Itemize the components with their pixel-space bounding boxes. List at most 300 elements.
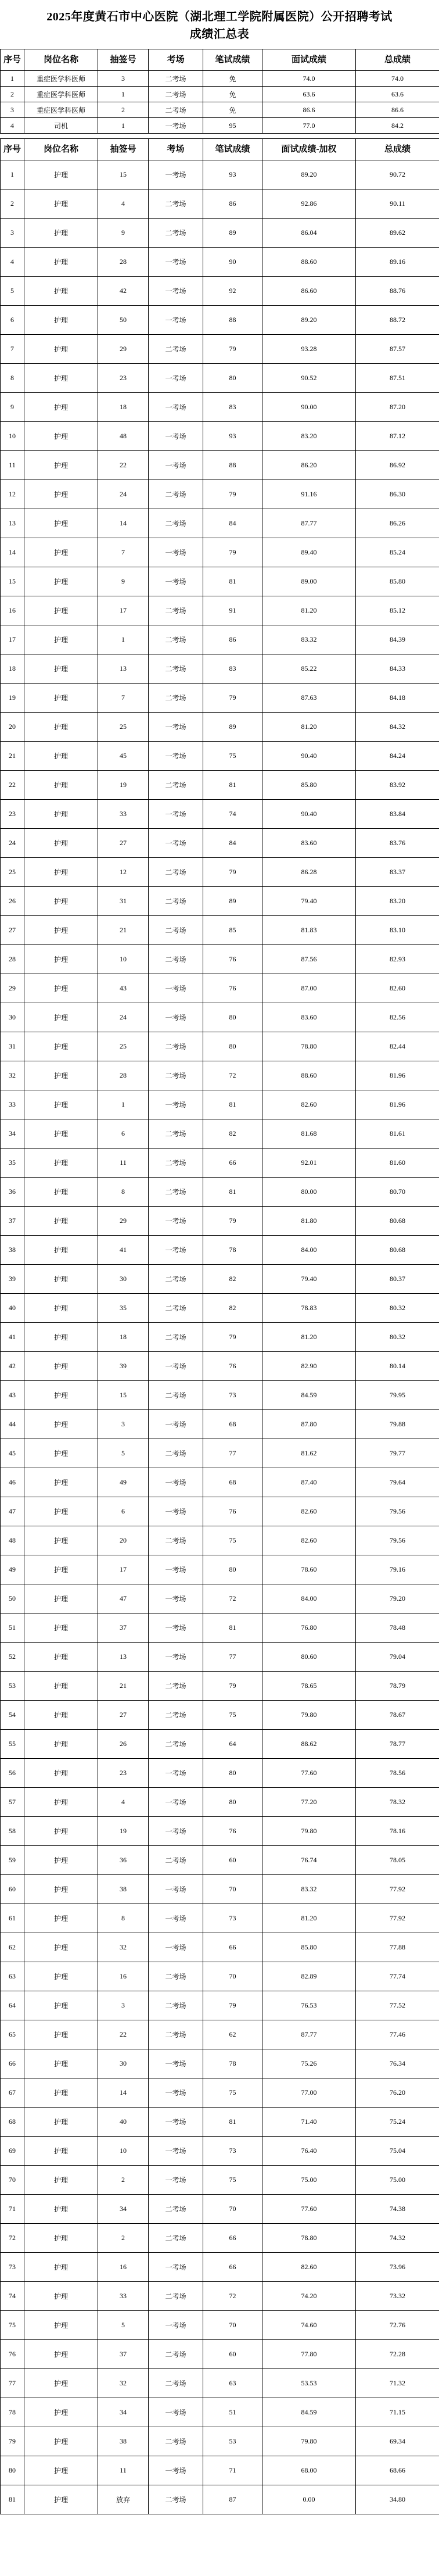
table-cell: 50 (98, 306, 149, 335)
table-cell: 81.20 (262, 1323, 356, 1352)
table-cell: 86.26 (356, 509, 439, 538)
table-cell: 81.62 (262, 1439, 356, 1468)
table-cell: 83.60 (262, 1003, 356, 1032)
table-cell: 52 (1, 1643, 24, 1672)
table-cell: 22 (98, 2020, 149, 2049)
table-cell: 一考场 (149, 160, 203, 189)
table-cell: 75 (203, 2166, 262, 2195)
table-cell: 66 (203, 2224, 262, 2253)
table-row (1, 1933, 439, 1962)
table-cell: 82.56 (356, 1003, 439, 1032)
column-header: 笔试成绩 (203, 139, 262, 160)
table-cell: 二考场 (149, 2485, 203, 2514)
table-row (1, 277, 439, 306)
table-cell: 护理 (24, 2049, 98, 2078)
table-cell: 二考场 (149, 945, 203, 974)
table-cell: 83.32 (262, 1875, 356, 1904)
table-cell: 7 (1, 335, 24, 364)
table-cell: 68 (203, 1410, 262, 1439)
table-cell: 86.20 (262, 451, 356, 480)
table-row (1, 1236, 439, 1265)
table-cell: 4 (98, 1788, 149, 1817)
table-cell: 17 (98, 596, 149, 625)
table-cell: 67 (1, 2078, 24, 2108)
table-cell: 8 (98, 1904, 149, 1933)
table-cell: 1 (1, 160, 24, 189)
table-cell: 79.80 (262, 2427, 356, 2456)
table-cell: 一考场 (149, 2311, 203, 2340)
table-cell: 82.60 (262, 1090, 356, 1119)
table-cell: 47 (98, 1584, 149, 1613)
title-line-1: 2025年度黄石市中心医院（湖北理工学院附属医院）公开招聘考试 (46, 10, 393, 23)
table-cell: 43 (1, 1381, 24, 1410)
table-cell: 68.66 (356, 2456, 439, 2485)
table-cell: 71.32 (356, 2369, 439, 2398)
table-row (1, 2078, 439, 2108)
table-cell: 79 (203, 335, 262, 364)
table-cell: 75 (203, 2078, 262, 2108)
table-row (1, 1555, 439, 1584)
table-cell: 19 (98, 1817, 149, 1846)
table-cell: 护理 (24, 1468, 98, 1497)
table-cell: 79.95 (356, 1381, 439, 1410)
table-cell: 二考场 (149, 509, 203, 538)
table-cell: 78.05 (356, 1846, 439, 1875)
table-cell: 81.61 (356, 1119, 439, 1149)
table-row (1, 2398, 439, 2427)
table-row (1, 1991, 439, 2020)
table-cell: 28 (98, 248, 149, 277)
table-cell: 6 (98, 1497, 149, 1526)
table-cell: 34.80 (356, 2485, 439, 2514)
table-cell: 一考场 (149, 393, 203, 422)
table-cell: 45 (1, 1439, 24, 1468)
table-cell: 78.77 (356, 1730, 439, 1759)
table-cell: 放弃 (98, 2485, 149, 2514)
table-cell: 73 (203, 1904, 262, 1933)
table-cell: 护理 (24, 1730, 98, 1759)
table-cell: 护理 (24, 887, 98, 916)
table-cell: 83.76 (356, 829, 439, 858)
table-cell: 重症医学科医师 (24, 102, 98, 118)
table-cell: 护理 (24, 248, 98, 277)
table-cell: 53 (203, 2427, 262, 2456)
column-header: 考场 (149, 139, 203, 160)
table-row (1, 1730, 439, 1759)
table-cell: 70 (203, 2195, 262, 2224)
table-cell: 11 (98, 1149, 149, 1178)
table-cell: 66 (203, 1149, 262, 1178)
table-cell: 护理 (24, 1613, 98, 1643)
table-cell: 11 (98, 2456, 149, 2485)
table-row (1, 451, 439, 480)
table-header-row (1, 139, 439, 160)
table-cell: 11 (1, 451, 24, 480)
table-cell: 72.28 (356, 2340, 439, 2369)
table-cell: 78.16 (356, 1817, 439, 1846)
table-row (1, 219, 439, 248)
table-cell: 49 (1, 1555, 24, 1584)
table-cell: 2 (98, 102, 149, 118)
table-cell: 56 (1, 1759, 24, 1788)
table-cell: 一考场 (149, 713, 203, 742)
table-cell: 87.51 (356, 364, 439, 393)
table-cell: 74 (1, 2282, 24, 2311)
table-cell: 81 (203, 1613, 262, 1643)
table-row (1, 1381, 439, 1410)
table-cell: 53.53 (262, 2369, 356, 2398)
table-cell: 81.96 (356, 1090, 439, 1119)
table-cell: 46 (1, 1468, 24, 1497)
table-cell: 60 (203, 2340, 262, 2369)
table-cell: 86.6 (262, 102, 356, 118)
table-cell: 26 (98, 1730, 149, 1759)
table-cell: 一考场 (149, 451, 203, 480)
table-cell: 25 (98, 713, 149, 742)
table-cell: 一考场 (149, 1817, 203, 1846)
table-cell: 82.60 (262, 1526, 356, 1555)
table-cell: 68.00 (262, 2456, 356, 2485)
table-cell: 3 (1, 102, 24, 118)
table-cell: 4 (1, 118, 24, 134)
title-line-2: 成绩汇总表 (189, 28, 250, 41)
table-cell: 89.20 (262, 306, 356, 335)
table-cell: 77.88 (356, 1933, 439, 1962)
table-cell: 78.56 (356, 1759, 439, 1788)
table-cell: 81.80 (262, 1207, 356, 1236)
table-cell: 92 (203, 277, 262, 306)
table-cell: 88.60 (262, 248, 356, 277)
table-cell: 1 (1, 71, 24, 87)
table-cell: 90.11 (356, 189, 439, 219)
table-cell: 77.60 (262, 2195, 356, 2224)
table-cell: 24 (98, 480, 149, 509)
table-cell: 90.40 (262, 742, 356, 771)
table-row (1, 887, 439, 916)
table-cell: 81 (1, 2485, 24, 2514)
table-cell: 80.68 (356, 1236, 439, 1265)
table-cell: 二考场 (149, 2427, 203, 2456)
column-header: 面试成绩 (262, 49, 356, 71)
table-cell: 73.32 (356, 2282, 439, 2311)
table-row (1, 2137, 439, 2166)
table-cell: 护理 (24, 945, 98, 974)
table-cell: 71.15 (356, 2398, 439, 2427)
table-cell: 73 (203, 1381, 262, 1410)
table-cell: 74.60 (262, 2311, 356, 2340)
table-cell: 79 (203, 1991, 262, 2020)
table-cell: 2 (98, 2166, 149, 2195)
table-cell: 69 (1, 2137, 24, 2166)
table-cell: 一考场 (149, 1236, 203, 1265)
table-cell: 73 (203, 2137, 262, 2166)
table-cell: 二考场 (149, 1381, 203, 1410)
table-row (1, 2485, 439, 2514)
table-cell: 免 (203, 102, 262, 118)
table-cell: 一考场 (149, 742, 203, 771)
table-cell: 护理 (24, 1352, 98, 1381)
table-cell: 34 (98, 2398, 149, 2427)
table-cell: 48 (1, 1526, 24, 1555)
column-header: 考场 (149, 49, 203, 71)
table-cell: 87.20 (356, 393, 439, 422)
table-cell: 1 (98, 1090, 149, 1119)
table-row (1, 189, 439, 219)
table-cell: 8 (1, 364, 24, 393)
table-cell: 护理 (24, 1032, 98, 1061)
table-cell: 84 (203, 829, 262, 858)
table-cell: 82.90 (262, 1352, 356, 1381)
table-row (1, 684, 439, 713)
table-cell: 29 (98, 335, 149, 364)
table-cell: 35 (1, 1149, 24, 1178)
table-cell: 87.63 (262, 684, 356, 713)
table-cell: 护理 (24, 2282, 98, 2311)
nursing-score-table (0, 138, 439, 2514)
table-row (1, 1846, 439, 1875)
table-cell: 护理 (24, 654, 98, 684)
table-cell: 13 (98, 654, 149, 684)
table-cell: 48 (98, 422, 149, 451)
table-cell: 33 (1, 1090, 24, 1119)
table-cell: 护理 (24, 1643, 98, 1672)
table-cell: 89.20 (262, 160, 356, 189)
table-cell: 10 (1, 422, 24, 451)
table-cell: 79 (203, 480, 262, 509)
table-cell: 32 (1, 1061, 24, 1090)
table-cell: 87.56 (262, 945, 356, 974)
table-cell: 18 (98, 393, 149, 422)
table-cell: 87.80 (262, 1410, 356, 1439)
table-cell: 16 (98, 2253, 149, 2282)
table-cell: 护理 (24, 1236, 98, 1265)
table-cell: 74.32 (356, 2224, 439, 2253)
table-cell: 75 (1, 2311, 24, 2340)
table-cell: 一考场 (149, 277, 203, 306)
table-cell: 65 (1, 2020, 24, 2049)
table-cell: 87.77 (262, 2020, 356, 2049)
table-cell: 49 (98, 1468, 149, 1497)
table-cell: 二考场 (149, 1265, 203, 1294)
table-cell: 80.37 (356, 1265, 439, 1294)
table-cell: 76.80 (262, 1613, 356, 1643)
table-cell: 72 (203, 2282, 262, 2311)
table-cell: 19 (1, 684, 24, 713)
table-cell: 77.52 (356, 1991, 439, 2020)
table-cell: 25 (98, 1032, 149, 1061)
table-cell: 86.04 (262, 219, 356, 248)
table-cell: 护理 (24, 393, 98, 422)
table-cell: 护理 (24, 189, 98, 219)
table-cell: 71 (203, 2456, 262, 2485)
table-row (1, 2456, 439, 2485)
table-cell: 二考场 (149, 1526, 203, 1555)
table-cell: 79.20 (356, 1584, 439, 1613)
table-cell: 护理 (24, 2137, 98, 2166)
table-cell: 护理 (24, 1149, 98, 1178)
table-cell: 二考场 (149, 1991, 203, 2020)
table-cell: 86.92 (356, 451, 439, 480)
table-row (1, 1439, 439, 1468)
table-cell: 一考场 (149, 1904, 203, 1933)
table-cell: 77.00 (262, 2078, 356, 2108)
table-cell: 护理 (24, 2485, 98, 2514)
table-row (1, 71, 439, 87)
table-row (1, 1003, 439, 1032)
table-cell: 75 (203, 1526, 262, 1555)
table-cell: 74.20 (262, 2282, 356, 2311)
table-cell: 重症医学科医师 (24, 87, 98, 102)
table-cell: 81 (203, 1178, 262, 1207)
table-cell: 81.96 (356, 1061, 439, 1090)
table-cell: 81.83 (262, 916, 356, 945)
table-cell: 二考场 (149, 1178, 203, 1207)
table-cell: 82 (203, 1265, 262, 1294)
table-cell: 74.0 (356, 71, 439, 87)
table-row (1, 87, 439, 102)
table-cell: 72 (1, 2224, 24, 2253)
table-cell: 5 (98, 1439, 149, 1468)
table-cell: 二考场 (149, 2224, 203, 2253)
table-cell: 3 (98, 1991, 149, 2020)
table-cell: 一考场 (149, 2108, 203, 2137)
table-cell: 84.00 (262, 1584, 356, 1613)
table-cell: 84.59 (262, 2398, 356, 2427)
table-cell: 二考场 (149, 219, 203, 248)
table-cell: 15 (98, 160, 149, 189)
table-cell: 81 (203, 1090, 262, 1119)
table-cell: 80.32 (356, 1294, 439, 1323)
table-cell: 79 (203, 538, 262, 567)
table-cell: 护理 (24, 1381, 98, 1410)
table-cell: 2 (98, 2224, 149, 2253)
table-cell: 55 (1, 1730, 24, 1759)
table-cell: 护理 (24, 1759, 98, 1788)
table-cell: 77.74 (356, 1962, 439, 1991)
table-cell: 80 (203, 1759, 262, 1788)
table-cell: 81.20 (262, 596, 356, 625)
table-cell: 1 (98, 625, 149, 654)
table-cell: 33 (98, 2282, 149, 2311)
table-cell: 二考场 (149, 1119, 203, 1149)
table-cell: 64 (203, 1730, 262, 1759)
table-cell: 80.00 (262, 1178, 356, 1207)
table-cell: 75.04 (356, 2137, 439, 2166)
table-cell: 护理 (24, 480, 98, 509)
column-header: 抽签号 (98, 139, 149, 160)
table-cell: 3 (98, 1410, 149, 1439)
table-cell: 85.22 (262, 654, 356, 684)
table-cell: 护理 (24, 974, 98, 1003)
table-cell: 77 (1, 2369, 24, 2398)
table-cell: 护理 (24, 2340, 98, 2369)
table-cell: 82.44 (356, 1032, 439, 1061)
table-cell: 79.40 (262, 1265, 356, 1294)
table-row (1, 829, 439, 858)
table-cell: 5 (1, 277, 24, 306)
table-cell: 一考场 (149, 2137, 203, 2166)
table-row (1, 2224, 439, 2253)
table-cell: 二考场 (149, 1294, 203, 1323)
table-cell: 66 (1, 2049, 24, 2078)
table-cell: 免 (203, 87, 262, 102)
table-cell: 护理 (24, 1323, 98, 1352)
table-row (1, 480, 439, 509)
table-cell: 30 (1, 1003, 24, 1032)
table-cell: 70 (1, 2166, 24, 2195)
table-cell: 12 (98, 858, 149, 887)
table-cell: 25 (1, 858, 24, 887)
table-cell: 34 (98, 2195, 149, 2224)
table-cell: 76.34 (356, 2049, 439, 2078)
table-cell: 85.24 (356, 538, 439, 567)
table-cell: 护理 (24, 684, 98, 713)
table-cell: 27 (98, 829, 149, 858)
table-cell: 76 (203, 1497, 262, 1526)
table-cell: 23 (1, 800, 24, 829)
table-row (1, 1149, 439, 1178)
table-cell: 76 (203, 945, 262, 974)
table-cell: 79 (203, 684, 262, 713)
table-cell: 63.6 (262, 87, 356, 102)
table-cell: 二考场 (149, 1962, 203, 1991)
table-cell: 84.39 (356, 625, 439, 654)
table-cell: 一考场 (149, 1497, 203, 1526)
table-cell: 14 (98, 2078, 149, 2108)
table-row (1, 509, 439, 538)
table-cell: 54 (1, 1701, 24, 1730)
table-cell: 68 (203, 1468, 262, 1497)
table-cell: 二考场 (149, 480, 203, 509)
table-cell: 82 (203, 1294, 262, 1323)
table-row (1, 306, 439, 335)
table-cell: 69.34 (356, 2427, 439, 2456)
table-cell: 护理 (24, 2427, 98, 2456)
table-cell: 一考场 (149, 2078, 203, 2108)
table-cell: 二考场 (149, 1149, 203, 1178)
table-cell: 78.32 (356, 1788, 439, 1817)
table-cell: 21 (98, 1672, 149, 1701)
table-cell: 重症医学科医师 (24, 71, 98, 87)
table-row (1, 1526, 439, 1555)
table-cell: 二考场 (149, 2369, 203, 2398)
table-cell: 71 (1, 2195, 24, 2224)
table-cell: 78.83 (262, 1294, 356, 1323)
table-cell: 90.40 (262, 800, 356, 829)
table-cell: 85.80 (262, 771, 356, 800)
table-cell: 88.72 (356, 306, 439, 335)
table-cell: 37 (98, 2340, 149, 2369)
table-cell: 85.80 (262, 1933, 356, 1962)
table-cell: 66 (203, 2253, 262, 2282)
table-cell: 一考场 (149, 1352, 203, 1381)
table-cell: 护理 (24, 538, 98, 567)
table-cell: 76.53 (262, 1991, 356, 2020)
column-header: 岗位名称 (24, 139, 98, 160)
page-title (0, 8, 439, 43)
table-cell: 31 (98, 887, 149, 916)
column-header: 岗位名称 (24, 49, 98, 71)
table-cell: 78.48 (356, 1613, 439, 1643)
table-cell: 9 (98, 219, 149, 248)
table-cell: 32 (98, 2369, 149, 2398)
column-header: 序号 (1, 139, 24, 160)
table-cell: 二考场 (149, 2020, 203, 2049)
column-header: 总成绩 (356, 139, 439, 160)
table-row (1, 1875, 439, 1904)
table-cell: 76.40 (262, 2137, 356, 2166)
table-cell: 79.56 (356, 1497, 439, 1526)
